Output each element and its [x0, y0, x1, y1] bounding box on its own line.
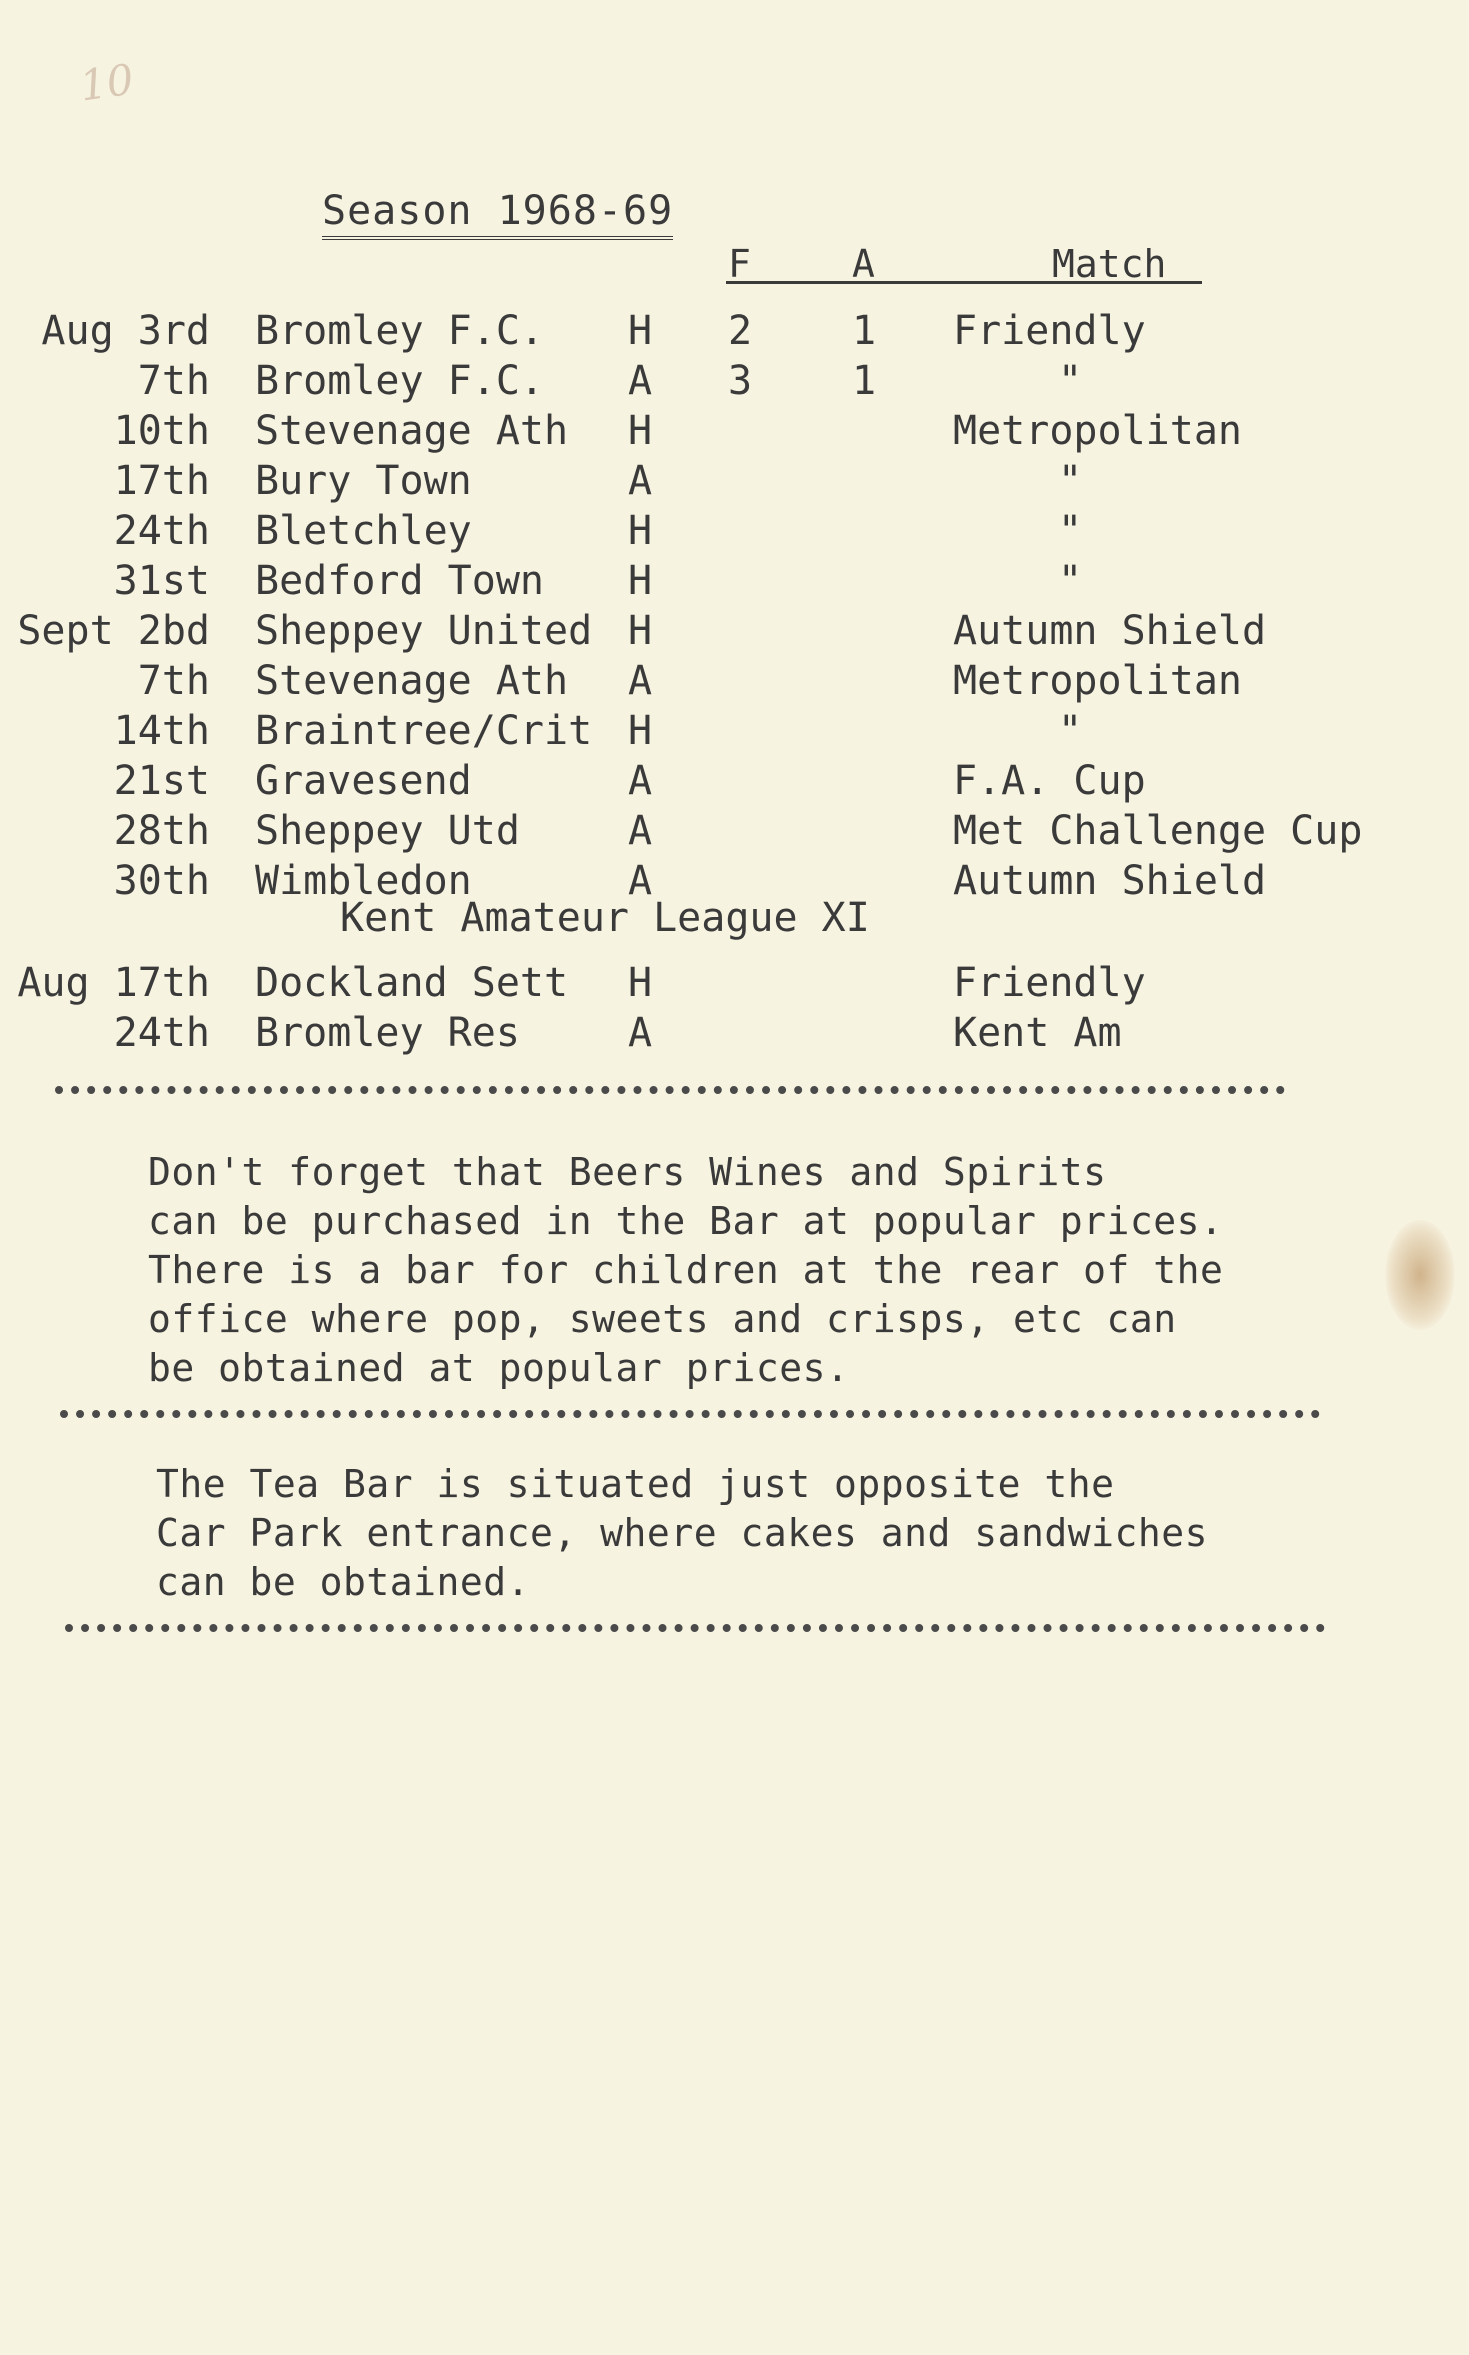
fixture-competition: Friendly: [953, 960, 1146, 1006]
fixture-venue: A: [628, 658, 653, 704]
dotted-divider: [55, 1086, 1285, 1094]
fixture-venue: A: [628, 858, 653, 904]
fixture-competition: F.A. Cup: [953, 758, 1146, 804]
fixture-opponent: Wimbledon: [255, 858, 472, 904]
fixture-opponent: Bedford Town: [255, 558, 544, 604]
notice-line: Don't forget that Beers Wines and Spirits: [148, 1150, 1107, 1194]
fixture-date: 31st: [113, 558, 210, 604]
header-rule: [726, 281, 1202, 284]
fixture-opponent: Bletchley: [255, 508, 472, 554]
fixture-row: [0, 508, 1469, 558]
fixture-venue: H: [628, 408, 653, 454]
fixture-opponent: Bromley F.C.: [255, 308, 544, 354]
notice-line: can be obtained.: [156, 1560, 531, 1604]
fixture-date: 24th: [113, 508, 210, 554]
fixture-goals-for: 2: [728, 308, 753, 354]
fixture-goals-against: 1: [852, 358, 877, 404]
fixture-opponent: Bromley Res: [255, 1010, 520, 1056]
fixture-date: 21st: [113, 758, 210, 804]
fixture-competition: Autumn Shield: [953, 858, 1267, 904]
match-column-header: Match: [1052, 242, 1167, 286]
bar-notice: [148, 1148, 1223, 1393]
fixture-competition: ": [1058, 558, 1083, 604]
against-column-header: A: [852, 242, 875, 286]
fixture-row: [0, 808, 1469, 858]
fixture-row: [0, 308, 1469, 358]
fixture-date: 24th: [113, 1010, 210, 1056]
fixture-row: [0, 458, 1469, 508]
fixture-date: Sept 2bd: [17, 608, 210, 654]
fixture-date: 17th: [113, 458, 210, 504]
dotted-divider: [65, 1624, 1325, 1632]
notice-line: There is a bar for children at the rear of the: [148, 1248, 1224, 1292]
notice-line: office where pop, sweets and crisps, etc can: [148, 1297, 1177, 1341]
fixture-venue: A: [628, 358, 653, 404]
fixture-opponent: Braintree/Crit: [255, 708, 593, 754]
fixture-row: [0, 408, 1469, 458]
fixture-opponent: Gravesend: [255, 758, 472, 804]
fixture-venue: H: [628, 608, 653, 654]
fixture-competition: ": [1058, 358, 1083, 404]
fixture-opponent: Stevenage Ath: [255, 658, 569, 704]
tea-bar-notice: [156, 1460, 1208, 1607]
fixture-row: [0, 558, 1469, 608]
for-column-header: F: [728, 242, 751, 286]
fixture-competition: Metropolitan: [953, 408, 1242, 454]
page-number-mark: 10: [76, 54, 137, 111]
fixture-date: 10th: [113, 408, 210, 454]
fixture-opponent: Bromley F.C.: [255, 358, 544, 404]
fixture-competition: Friendly: [953, 308, 1146, 354]
fixture-venue: A: [628, 1010, 653, 1056]
fixture-venue: H: [628, 508, 653, 554]
fixture-date: Aug 3rd: [41, 308, 210, 354]
fixture-row: [0, 608, 1469, 658]
fixture-row: [0, 358, 1469, 408]
notice-line: The Tea Bar is situated just opposite the: [156, 1462, 1115, 1506]
fixture-venue: H: [628, 558, 653, 604]
paper-stain: [1385, 1220, 1455, 1330]
fixture-date: 14th: [113, 708, 210, 754]
fixture-venue: H: [628, 308, 653, 354]
dotted-divider: [60, 1410, 1320, 1418]
fixture-opponent: Bury Town: [255, 458, 472, 504]
notice-line: be obtained at popular prices.: [148, 1346, 850, 1390]
kent-fixture-row: [0, 960, 1469, 1010]
fixture-venue: A: [628, 758, 653, 804]
fixture-opponent: Sheppey Utd: [255, 808, 520, 854]
fixture-venue: H: [628, 708, 653, 754]
fixture-goals-for: 3: [728, 358, 753, 404]
kent-league-subheading: Kent Amateur League XI: [340, 895, 870, 941]
fixture-date: 30th: [113, 858, 210, 904]
fixture-opponent: Dockland Sett: [255, 960, 569, 1006]
fixture-competition: ": [1058, 458, 1083, 504]
fixture-date: 28th: [113, 808, 210, 854]
fixture-row: [0, 658, 1469, 708]
season-title: Season 1968-69: [322, 188, 673, 240]
fixture-venue: A: [628, 458, 653, 504]
fixture-competition: ": [1058, 508, 1083, 554]
fixture-competition: ": [1058, 708, 1083, 754]
fixture-goals-against: 1: [852, 308, 877, 354]
fixture-row: [0, 758, 1469, 808]
fixture-opponent: Stevenage Ath: [255, 408, 569, 454]
fixture-competition: Metropolitan: [953, 658, 1242, 704]
fixture-date: Aug 17th: [17, 960, 210, 1006]
fixture-row: [0, 708, 1469, 758]
notice-line: can be purchased in the Bar at popular prices.: [148, 1199, 1224, 1243]
kent-fixture-row: [0, 1010, 1469, 1060]
fixture-date: 7th: [137, 658, 210, 704]
fixture-competition: Autumn Shield: [953, 608, 1267, 654]
fixture-opponent: Sheppey United: [255, 608, 593, 654]
fixture-competition: Met Challenge Cup: [953, 808, 1363, 854]
notice-line: Car Park entrance, where cakes and sandwiches: [156, 1511, 1209, 1555]
fixture-date: 7th: [137, 358, 210, 404]
fixture-venue: A: [628, 808, 653, 854]
fixture-competition: Kent Am: [953, 1010, 1122, 1056]
fixture-venue: H: [628, 960, 653, 1006]
